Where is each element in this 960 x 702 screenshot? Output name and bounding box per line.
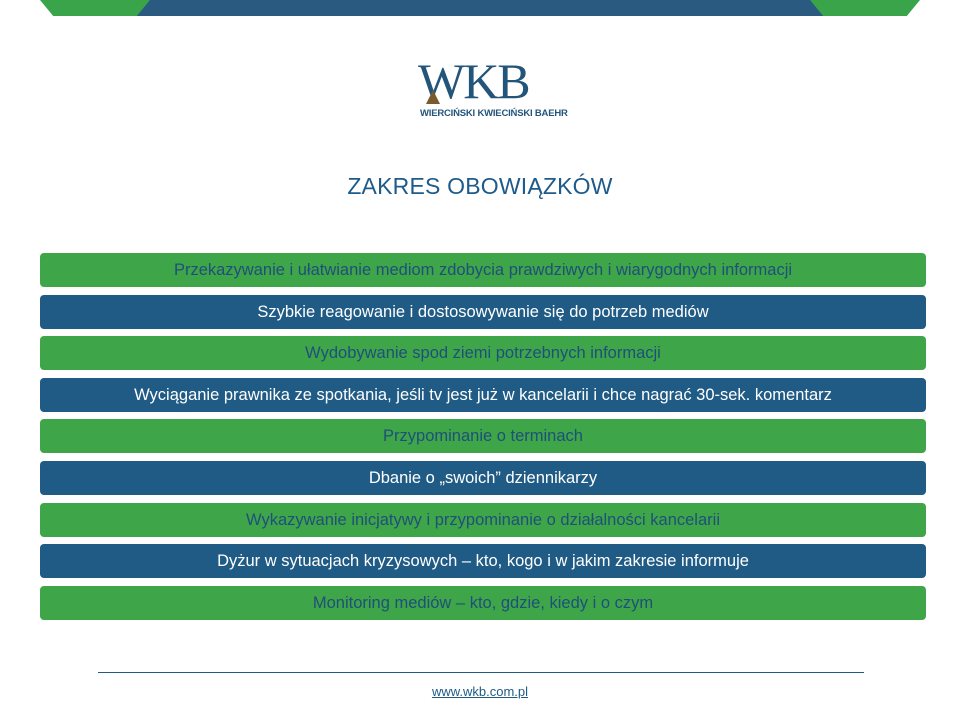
duty-item <box>40 378 926 412</box>
duty-item-text: Wyciąganie prawnika ze spotkania, jeśli tv jest już w kancelarii i chce nagrać 30-sek. komentarz <box>134 385 832 404</box>
wkb-logo <box>418 53 568 122</box>
duty-item-text: Szybkie reagowanie i dostosowywanie się do potrzeb mediów <box>257 302 709 321</box>
duty-item <box>40 336 926 370</box>
duty-item <box>40 461 926 495</box>
logo-letters: WKB <box>418 53 529 109</box>
logo-subtitle: WIERCIŃSKI KWIECIŃSKI BAEHR <box>420 108 568 119</box>
duty-item <box>40 586 926 620</box>
duty-item-text: Wykazywanie inicjatywy i przypominanie o działalności kancelarii <box>246 510 720 529</box>
logo-triangle-icon <box>426 90 440 104</box>
duty-item <box>40 503 926 537</box>
duty-item <box>40 295 926 329</box>
duty-item <box>40 419 926 453</box>
duty-item <box>40 253 926 287</box>
duty-item-text: Przypominanie o terminach <box>383 426 583 445</box>
page-title: ZAKRES OBOWIĄZKÓW <box>347 173 613 199</box>
duty-item-text: Wydobywanie spod ziemi potrzebnych informacji <box>305 343 661 362</box>
duty-item-text: Przekazywanie i ułatwianie mediom zdobycia prawdziwych i wiarygodnych informacji <box>173 260 793 279</box>
top-decor-bar <box>80 0 880 16</box>
duty-item-text: Monitoring mediów – kto, gdzie, kiedy i o czym <box>312 593 654 612</box>
duty-item-text: Dbanie o „swoich” dziennikarzy <box>368 468 598 487</box>
duty-item-text: Dyżur w sytuacjach kryzysowych – kto, kogo i w jakim zakresie informuje <box>217 551 749 570</box>
footer-divider <box>98 672 864 673</box>
duty-item <box>40 544 926 578</box>
website-link[interactable]: www.wkb.com.pl <box>431 684 529 699</box>
top-decor-green-right <box>810 0 920 16</box>
top-decor-green-left <box>40 0 150 16</box>
